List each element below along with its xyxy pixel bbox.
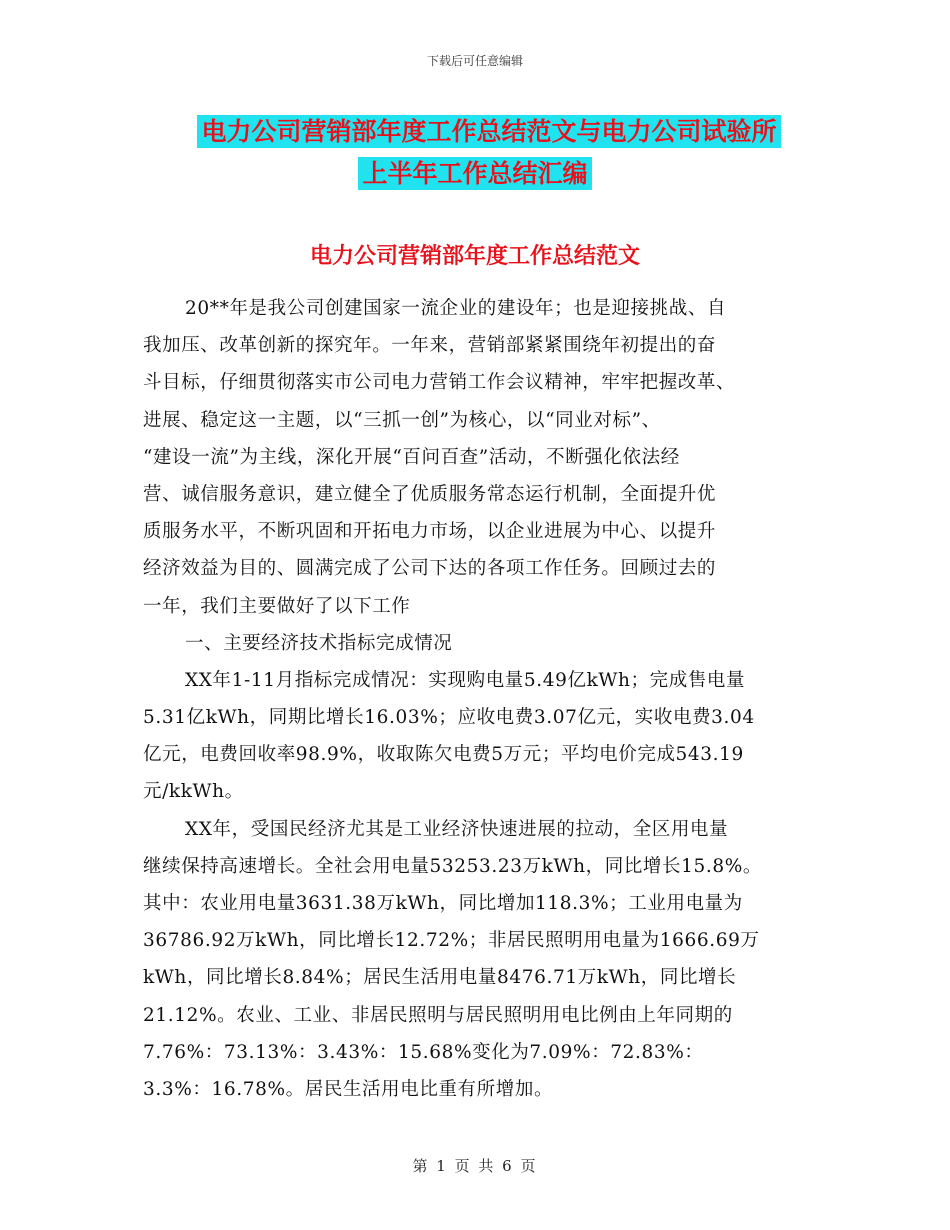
paragraph-line: 36786.92万kWh，同比增长12.72%；非居民照明用电量为1666.69万 bbox=[143, 930, 760, 952]
paragraph-line: 5.31亿kWh，同期比增长16.03%；应收电费3.07亿元，实收电费3.04 bbox=[143, 707, 755, 729]
paragraph-line: 营、诚信服务意识，建立健全了优质服务常态运行机制，全面提升优 bbox=[143, 483, 717, 505]
body-paragraphs bbox=[143, 290, 823, 1108]
paragraph-line: 亿元，电费回收率98.9%，收取陈欠电费5万元；平均电价完成543.19 bbox=[143, 744, 744, 766]
subsection-heading: 一、主要经济技术指标完成情况 bbox=[185, 632, 453, 654]
paragraph-line: “建设一流”为主线，深化开展“百问百查”活动，不断强化依法经 bbox=[143, 446, 680, 468]
paragraph-line: 其中：农业用电量3631.38万kWh，同比增加118.3%；工业用电量为 bbox=[143, 893, 743, 914]
paragraph-line: 经济效益为目的、圆满完成了公司下达的各项工作任务。回顾过去的 bbox=[143, 558, 717, 580]
paragraph-line: 我加压、改革创新的探究年。一年来，营销部紧紧围绕年初提出的奋 bbox=[143, 335, 717, 357]
paragraph-line: 质服务水平，不断巩固和开拓电力市场，以企业进展为中心、以提升 bbox=[143, 521, 717, 543]
paragraph-line: XX年，受国民经济尤其是工业经济快速进展的拉动，全区用电量 bbox=[185, 818, 729, 840]
paragraph-line: 继续保持高速增长。全社会用电量53253.23万kWh，同比增长15.8%。 bbox=[143, 855, 762, 877]
document-title-line-2 bbox=[0, 153, 950, 195]
paragraph-line: 20**年是我公司创建国家一流企业的建设年；也是迎接挑战、自 bbox=[185, 298, 727, 319]
page-number-footer: 第 1 页 共 6 页 bbox=[412, 1157, 538, 1175]
paragraph-line: 元/kkWh。 bbox=[143, 781, 244, 803]
section-heading: 电力公司营销部年度工作总结范文 bbox=[309, 244, 640, 269]
document-title-line-1 bbox=[0, 111, 950, 153]
paragraph-line: kWh，同比增长8.84%；居民生活用电量8476.71万kWh，同比增长 bbox=[143, 967, 737, 989]
paragraph-line: 进展、稳定这一主题，以“三抓一创”为核心，以“同业对标”、 bbox=[143, 409, 661, 431]
paragraph-line: 斗目标，仔细贯彻落实市公司电力营销工作会议精神，牢牢把握改革、 bbox=[143, 372, 736, 394]
title-highlight-1: 电力公司营销部年度工作总结范文与电力公司试验所 bbox=[197, 115, 780, 148]
paragraph-line: 7.76%：73.13%：3.43%：15.68%变化为7.09%：72.83%： bbox=[143, 1041, 704, 1063]
title-highlight-2: 上半年工作总结汇编 bbox=[358, 157, 591, 190]
paragraph-line: 一年，我们主要做好了以下工作 bbox=[143, 595, 411, 617]
page-header-note: 下载后可任意编辑 bbox=[426, 54, 523, 68]
paragraph-line: 3.3%：16.78%。居民生活用电比重有所增加。 bbox=[143, 1078, 554, 1100]
paragraph-line: 21.12%。农业、工业、非居民照明与居民照明用电比例由上年同期的 bbox=[143, 1004, 733, 1026]
paragraph-line: XX年1-11月指标完成情况：实现购电量5.49亿kWh；完成售电量 bbox=[185, 669, 746, 691]
